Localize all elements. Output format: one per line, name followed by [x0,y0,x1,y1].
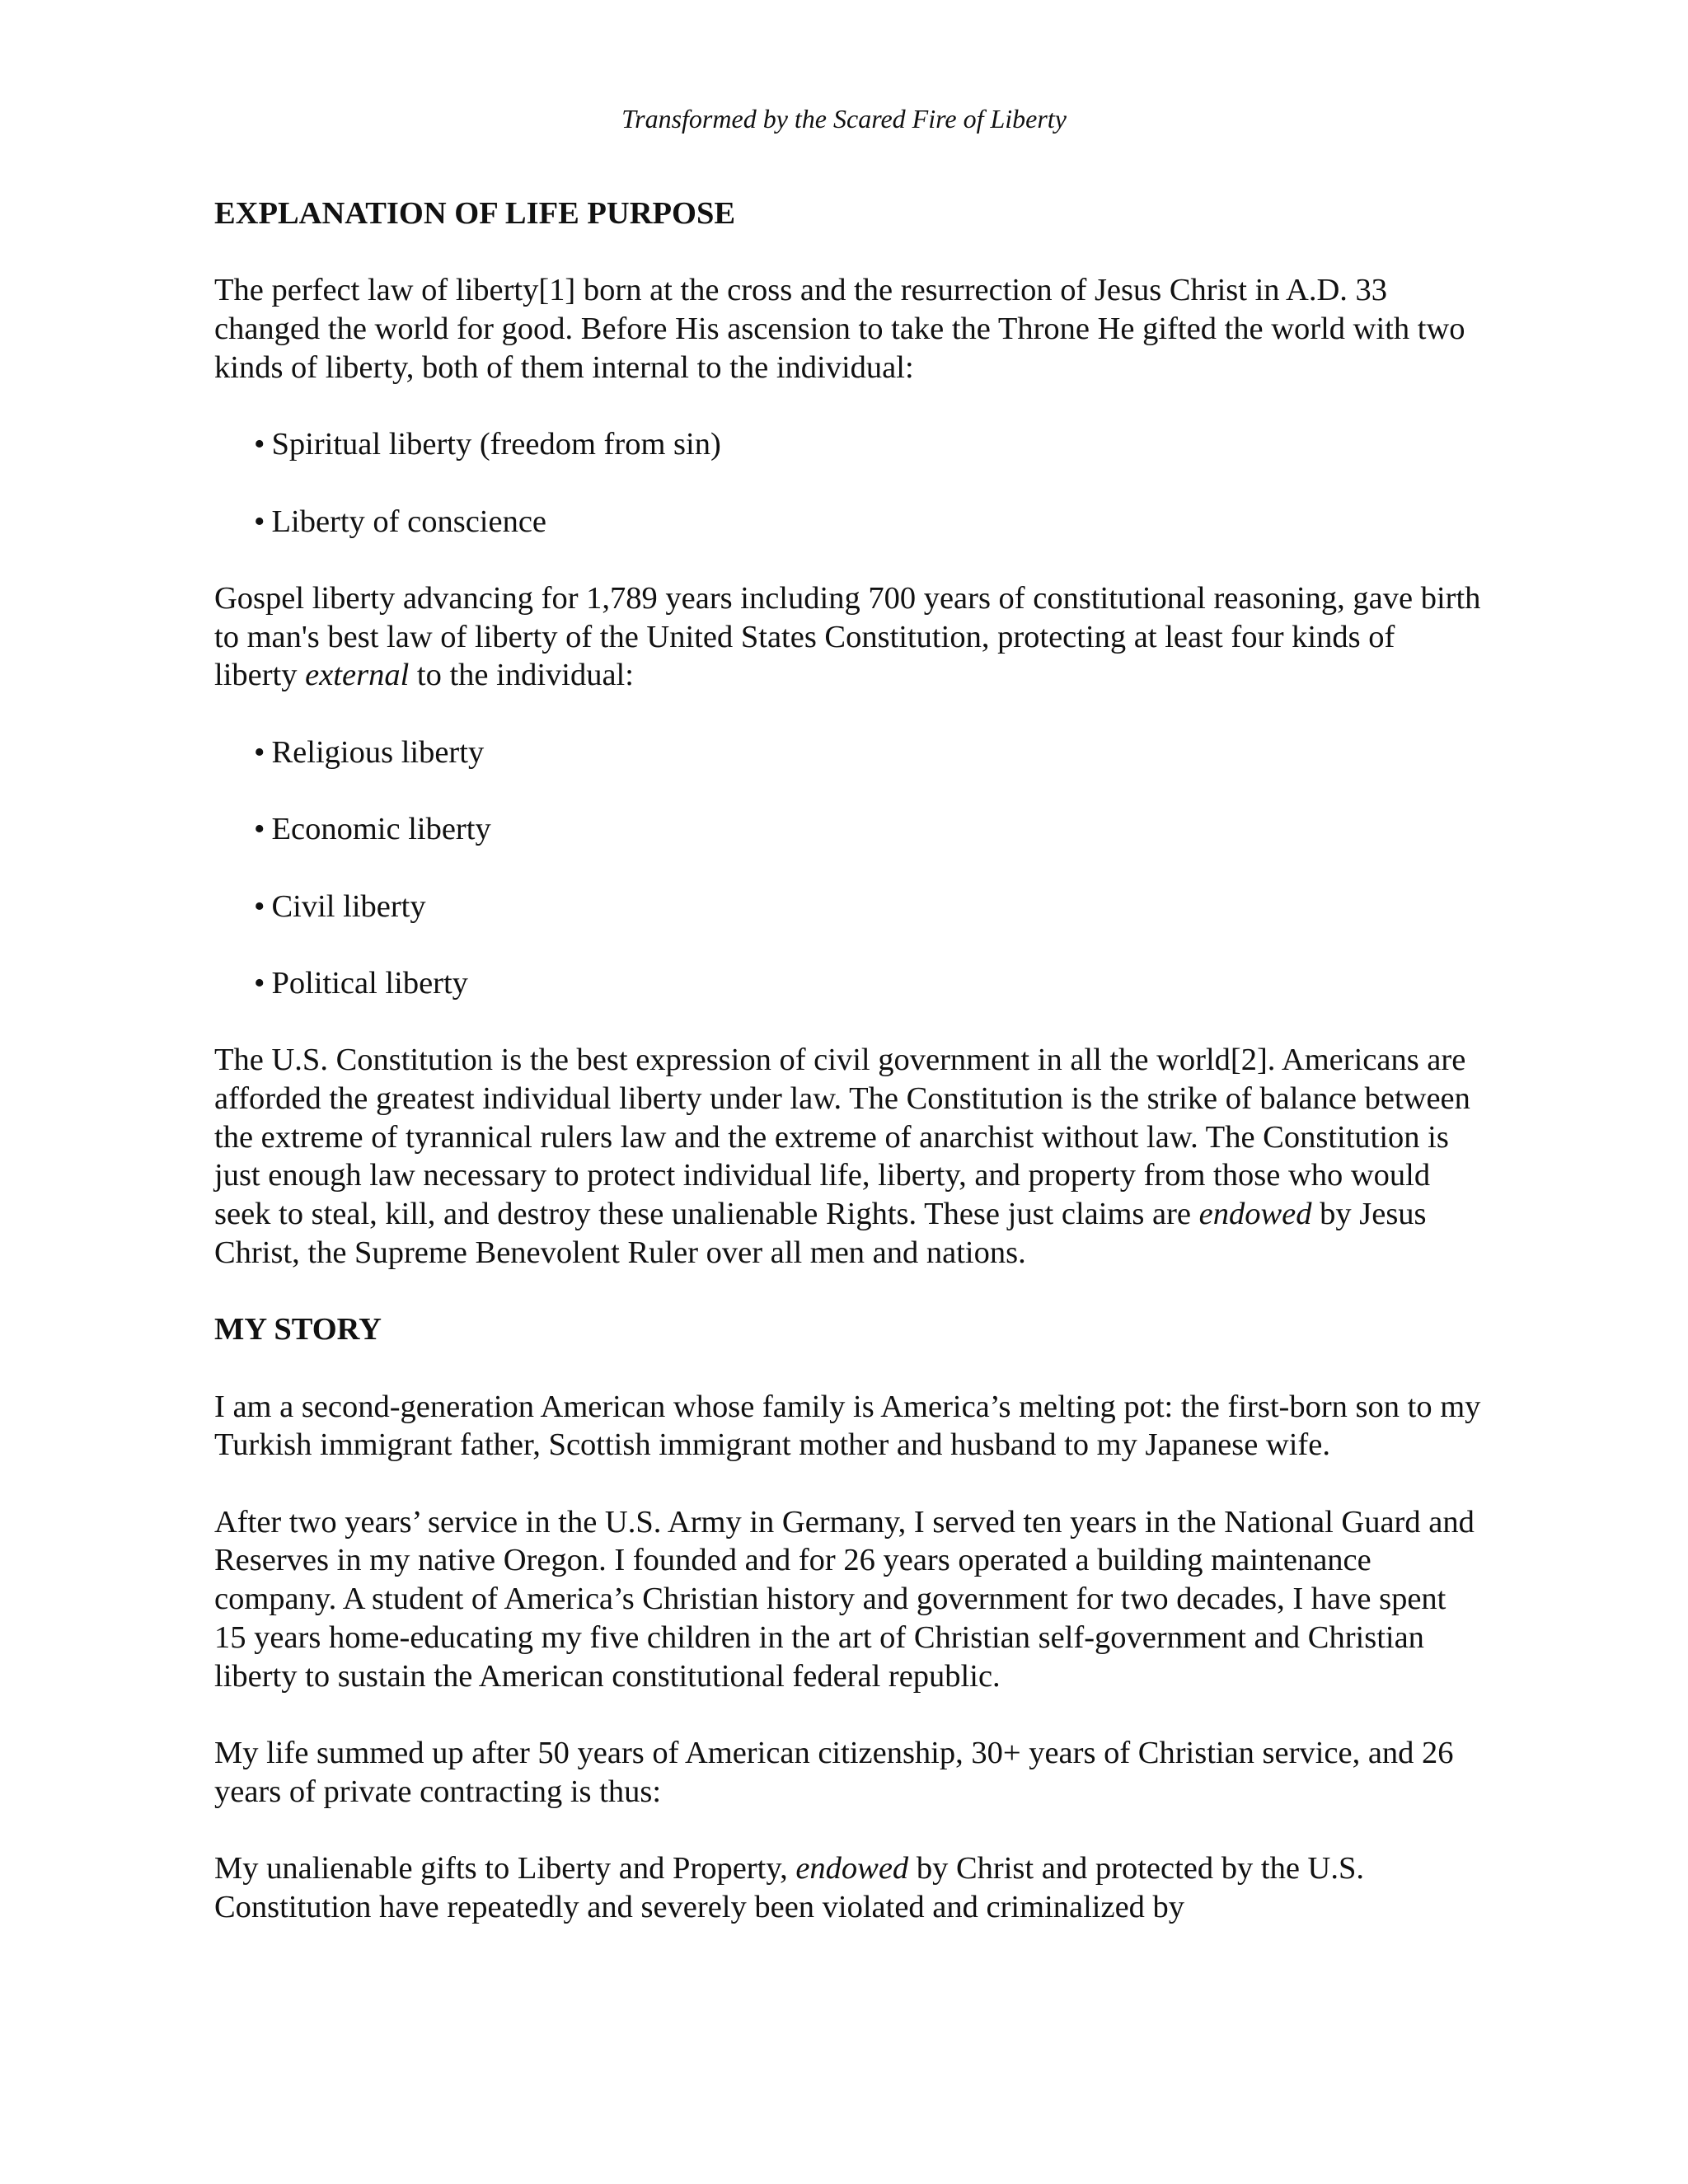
running-header: Transformed by the Scared Fire of Liberty [621,104,1067,134]
text-run: Gospel liberty advancing for 1,789 years including 700 years of constitutional reasoning, gave birth to man's best law of liberty of the United States Constitution, protecting at least four kinds of liberty [214,580,1481,693]
text-run: My unalienable gifts to Liberty and Property, [214,1851,796,1886]
emphasis-text: endowed [795,1851,909,1886]
paragraph-family: I am a second-generation American whose family is America’s melting pot: the first-born son to my Turkish immigrant father, Scottish immigrant mother and husband to my Japanese wife. [214,1389,1481,1463]
text-run: by Christ and protected by the U.S. Constitution have repeatedly and severely been violated and criminalized by [214,1851,1365,1924]
list-item-text: Religious liberty [271,734,485,770]
list-item-text: Spiritual liberty (freedom from sin) [271,427,721,462]
list-item [254,888,1484,926]
bullet-glyph: • [254,812,265,847]
paragraph-constitution [214,1041,1484,1272]
list-item-text: Civil liberty [271,888,426,924]
bullet-glyph: • [254,504,265,539]
bullet-glyph: • [254,888,265,924]
bullet-glyph: • [254,734,265,770]
emphasis-text: external [305,658,410,693]
list-item-text: Liberty of conscience [271,504,546,539]
paragraph-life-summed: My life summed up after 50 years of American citizenship, 30+ years of Christian service, and 26 years of private contracting is thus: [214,1735,1454,1809]
list-item [254,733,1484,772]
bullet-glyph: • [254,427,265,462]
list-item-text: Political liberty [271,965,468,1001]
document-body [214,194,1484,1965]
list-item-text: Economic liberty [271,812,491,847]
list-item [254,503,1484,541]
paragraph-gospel-liberty [214,579,1484,695]
paragraph-service: After two years’ service in the U.S. Army in Germany, I served ten years in the National Guard and Reserves in my native Oregon. I founded and for 26 years operated a building maintenance company. A student of America’s Christian history and government for two decades, I have spent 15 years home-educating my five children in the art of Christian self-government and Christian liberty to sustain the American constitutional federal republic. [214,1504,1475,1694]
section-heading-life-purpose: EXPLANATION OF LIFE PURPOSE [214,196,736,231]
paragraph-perfect-law: The perfect law of liberty[1] born at the cross and the resurrection of Jesus Christ in A.D. 33 changed the world for good. Before His ascension to take the Throne He gifted the world with two kinds of liberty, both of them internal to the individual: [214,273,1465,385]
emphasis-text: endowed [1198,1197,1312,1232]
text-run: The U.S. Constitution is the best expression of civil government in all the world[2]. Americans are afforded the greatest individual liberty under law. The Constitution is the strike of balance between the extreme of tyrannical rulers law and the extreme of anarchist without law. The Constitution is just enough law necessary to protect individual life, liberty, and property from those who would seek to steal, kill, and destroy these unalienable Rights. These just claims are [214,1043,1470,1232]
paragraph-unalienable-gifts [214,1849,1484,1926]
list-item [254,425,1484,464]
section-heading-my-story: MY STORY [214,1312,382,1347]
list-item [254,810,1484,849]
text-run: to the individual: [409,658,634,693]
list-item [254,964,1484,1003]
bullet-glyph: • [254,965,265,1001]
text-run: by Jesus Christ, the Supreme Benevolent Ruler over all men and nations. [214,1197,1427,1270]
